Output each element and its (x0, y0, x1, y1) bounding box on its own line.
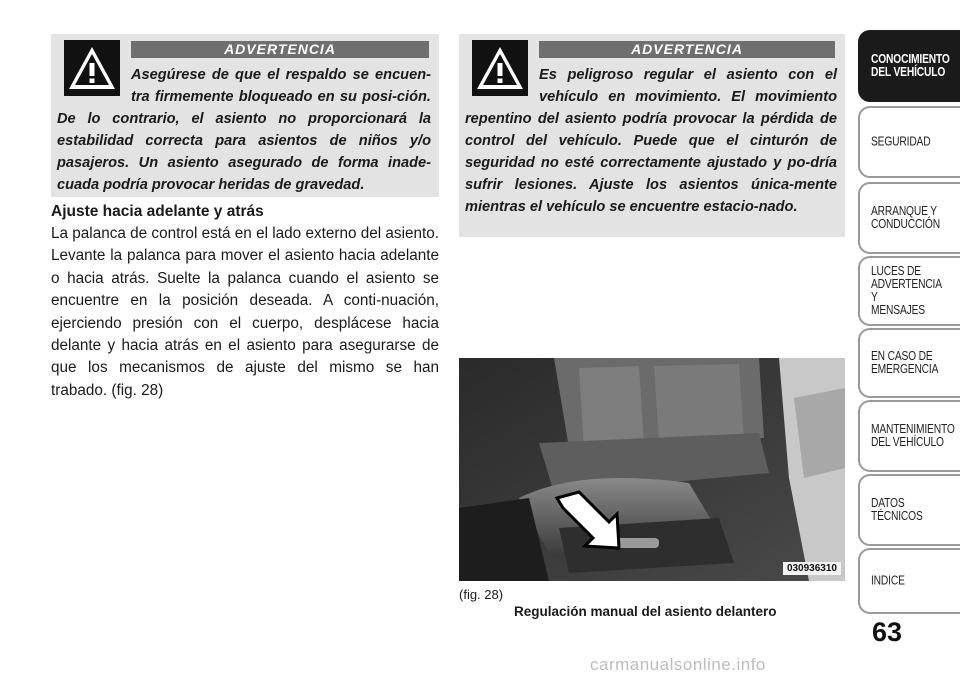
warning-box-right (459, 34, 845, 237)
tab-en-caso-de-emergencia[interactable]: EN CASO DE EMERGENCIA (858, 328, 960, 398)
tab-luces-de-advertencia[interactable]: LUCES DE ADVERTENCIA Y MENSAJES (858, 256, 960, 326)
warning-text: Asegúrese de que el respaldo se encuen-tra firmemente bloqueado en su posi-ción. De lo contrario, el asiento no proporcionará la estabilidad correcta para asientos de niños y/o pasajeros. Un asiento asegurado de forma inade-cuada podría provocar heridas de gravedad. (57, 67, 431, 193)
warning-title: ADVERTENCIA (131, 41, 429, 58)
figure-caption: Regulación manual del asiento delantero (514, 604, 777, 619)
tab-mantenimiento[interactable]: MANTENIMIENTO DEL VEHÍCULO (858, 400, 960, 472)
page-number: 63 (872, 617, 903, 647)
tab-indice[interactable]: INDICE (858, 548, 960, 614)
section-heading: Ajuste hacia adelante y atrás (51, 203, 264, 220)
warning-text: Es peligroso regular el asiento con el vehículo en movimiento. El movimiento repentino del asiento podría provocar la pérdida de control del vehículo. Puede que el cinturón de seguridad no esté correctamente ajustado y po-dría sufrir lesiones. Ajuste los asientos única-mente mientras el vehículo se encuentre estacio-nado. (465, 67, 837, 215)
tab-datos-tecnicos[interactable]: DATOS TÉCNICOS (858, 474, 960, 546)
warning-box-left (51, 34, 439, 197)
seat-photo (459, 358, 845, 581)
figure-code: 030936310 (783, 562, 841, 575)
tab-conocimiento-del-vehiculo[interactable]: CONOCIMIENTO DEL VEHÍCULO (858, 30, 960, 102)
seat-illustration (459, 358, 845, 581)
section-body: La palanca de control está en el lado externo del asiento. Levante la palanca para mover el asiento hacia adelante o hacia atrás. Suelte la palanca cuando el asiento se encuentre en la posición deseada. A conti-nuación, ejerciendo presión con el cuerpo, desplácese hacia delante y hacia atrás en el asiento para asegurarse de que los mecanismos de ajuste del mismo se han trabado. (fig. 28) (51, 225, 439, 399)
watermark: carmanualsonline.info (590, 655, 766, 674)
tab-arranque-y-conduccion[interactable]: ARRANQUE Y CONDUCCIÓN (858, 182, 960, 254)
tab-seguridad[interactable]: SEGURIDAD (858, 106, 960, 178)
figure-label: (fig. 28) (459, 587, 504, 602)
warning-title: ADVERTENCIA (539, 41, 835, 58)
